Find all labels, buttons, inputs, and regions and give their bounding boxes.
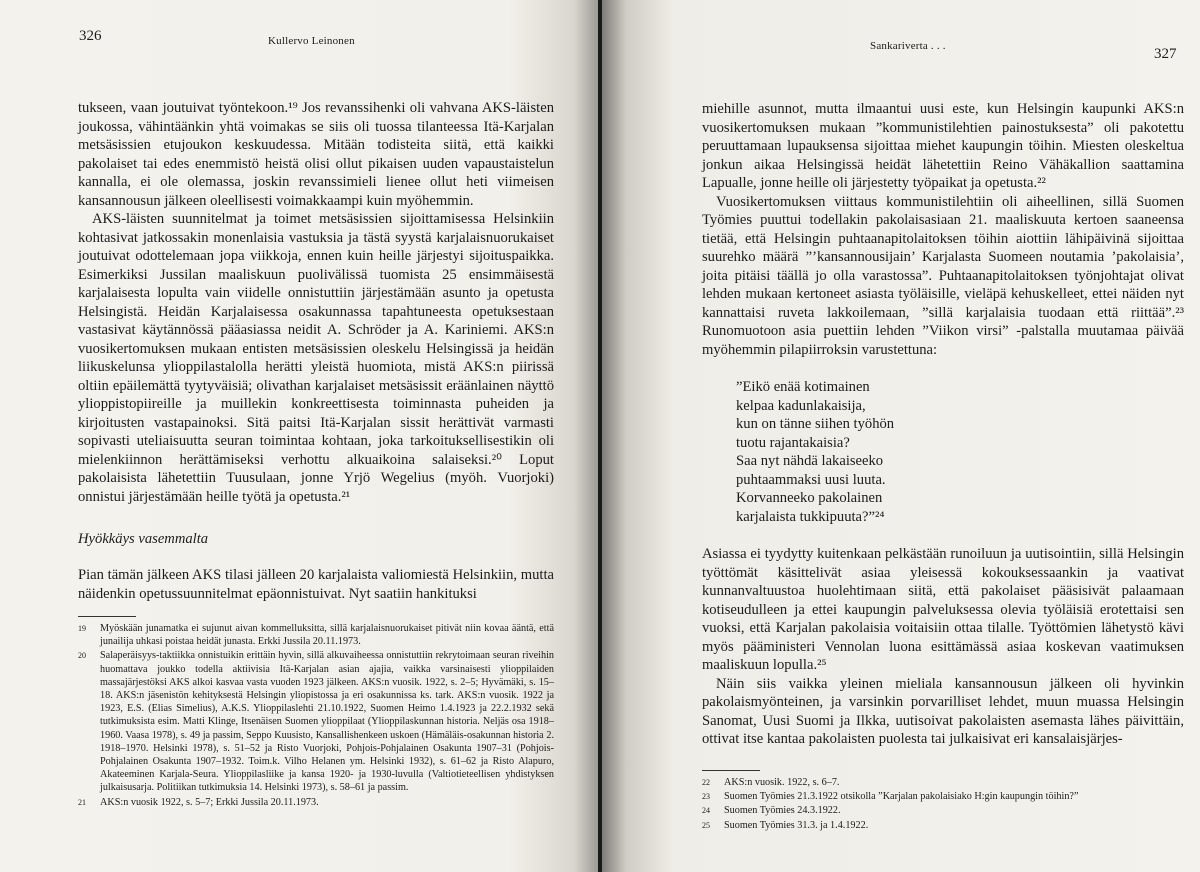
poem-line: kun on tänne siihen työhön: [736, 416, 895, 432]
right-page: [602, 0, 1200, 872]
poem-line: kelpaa kadunlakaisija,: [736, 397, 866, 414]
running-head: Sankariverta . . .: [870, 40, 946, 52]
page-number: 327: [1154, 46, 1177, 62]
footnote-number: 24: [702, 806, 710, 816]
footnote: [78, 622, 554, 648]
paragraph: AKS-läisten suunnitelmat ja toimet metsäsissien sijoittamisessa Helsinkiin kohtasivat jatkossakin monenlaisia vastuksia ja tästä syystä karjalaisnuorukaiset joutuivat odottelemaan jopa viikkoja, ennen kuin heille järjestyi sijoituspaikka. Esimerkiksi Jussilan maaliskuun puolivälissä tuomista 25 ensimmäisestä karjalaisesta lopulta vain viidelle onnistuttiin järjestämään asunto ja opetusta Helsingistä. Heidän Karjalaisessa osakunnassa tapahtuneesta opetuksestaan vastasivat käytännössä pääasiassa neidit A. Schröder ja A. Kariniemi. AKS:n vuosikertomuksen mukaan entisten metsäsissien oleskelu Helsingissä ja heidän liikuskelunsa ylioppilastalolla herätti yleistä huomiota, mistä AKS:n piirissä oltiin epäilemättä tyytyväisiä; olivathan karjalaiset metsäsissit eräänlainen näyttö ylioppistopiireille ja muillekin konkreettisesta toiminnasta puheiden ja kirjoitusten vastapainoksi. Sitä paitsi Itä-Karjalan sissit herättivät varmasti sopivasti uteliaisuutta seuran toimintaa kohtaan, joka tarkoituksellisestikin oli mielenkiinnon herättämiseksi verhottu alkuaikoina salaiseksi.²⁰ Loput pakolaisista lähetettiin Tuusulaan, jonne Yrjö Wegelius (myöh. Vuorjoki) onnistui järjestämään heille työtä ja opetusta.²¹: [78, 211, 554, 505]
footnote: [78, 649, 554, 794]
footnote-number: 25: [702, 820, 710, 830]
footnote: [702, 819, 1184, 832]
page-number: 326: [79, 28, 102, 44]
paragraph: Pian tämän jälkeen AKS tilasi jälleen 20 karjalaista valiomiestä Helsinkiin, mutta näidenkin opetussuunnitelmat epäonnistuivat. Nyt saatiin hankituksi: [78, 567, 554, 602]
footnotes: [78, 622, 554, 810]
paragraph: Näin siis vaikka yleinen mieliala kansannousun jälkeen oli hyvinkin pakolaismyönteinen, ja varsinkin porvarilliset lehdet, muun muassa Helsingin Sanomat, Uusi Suomi ja Ilkka, uutisoivat pakolaisten asemasta lähes päivittäin, ottivat itse kantaa pakolaisten puolesta tai julkaisivat eri kansalaisjärjes-: [702, 675, 1184, 747]
footnote-rule: [78, 616, 136, 617]
running-head: Kullervo Leinonen: [268, 35, 355, 47]
body-text-after-heading: [78, 566, 554, 603]
footnote-number: 21: [78, 797, 86, 807]
poem-line: Korvanneeko pakolainen: [736, 490, 883, 506]
poem: [736, 378, 1036, 526]
footnote-text: Salaperäisyys-taktiikka onnistuikin erittäin hyvin, sillä alkuvaiheessa onnistuttiin rekrytoimaan seuran riveihin huomattava joukko todella aktiivisia Itä-Karjalan asian ajajia, vaikka varsinaisesti ylioppilaiden massajärjestöksi AKS alkoi kasvaa vasta vuoden 1923 jälkeen. AKS:n vuosik. 1922, s. 2–5; Hyvämäki, s. 15–18. AKS:n jäsenistön kehityksestä Helsingin yliopistossa ja eri osakunnissa ks. tark. AKS:n vuosik. 1922 ja 1923, E.S. (Elias Simelius), A.K.S. Ylioppilaslehti 21.10.1922, Suomen Heimo 1.4.1923 ja 22.2.1932 sekä tutkimuksista esim. Matti Klinge, Itsenäisen Suomen ylioppilaat (Ylioppilaskunnan historia. Neljäs osa 1918–1960. Vaasa 1978), s. 49 ja passim, Seppo Kuusisto, Kansallishenkeen uskoen (Hämäläis-osakunnan historia 2. 1918–1970. Helsinki 1978), s. 51–52 ja Risto Vuorjoki, Pohjois-Pohjalainen Osakunta 1907–31 (Pohjois-Pohjalainen Osakunta 1907–1932. Toim.k. Vilho Helanen ym. Helsinki 1932), s. 61–62 ja Risto Alapuro, Akateeminen Karjala-Seura. Ylioppilasliike ja kansa 1920- ja 1930-luvulla (Valtiotieteellisen yhdistyksen julkaisusarja. Politiikan tutkimuksia 14. Helsinki 1973), s. 58–61 ja passim.: [100, 650, 554, 794]
footnote-number: 20: [78, 651, 86, 661]
footnote-text: AKS:n vuosik 1922, s. 5–7; Erkki Jussila 20.11.1973.: [100, 796, 319, 808]
footnote-number: 22: [702, 778, 710, 787]
footnote-text: Myöskään junamatka ei sujunut aivan kommelluksitta, sillä karjalaisnuorukaiset pitivät niin kovaa ääntä, että junailija uhkasi poistaa heidät junasta. Erkki Jussila 20.11.1973.: [100, 623, 554, 648]
footnote-number: 19: [78, 624, 86, 633]
left-page: [0, 0, 598, 872]
footnotes: [702, 776, 1184, 833]
poem-line: puhtaammaksi uusi luuta.: [736, 471, 886, 488]
footnote-text: Suomen Työmies 31.3. ja 1.4.1922.: [724, 819, 869, 831]
paragraph: Asiassa ei tyydytty kuitenkaan pelkästään runoiluun ja uutisointiin, sillä Helsingin työttömät käsittelivät asiaa yleisessä kokouksessaankin ja vaativat kunnanvaltuustoa huolehtimaan siitä, että pakolaiset pääsisivät palaamaan kotiseudulleen ja ettei kaupungin palveluksessa olevia työläisiä erotettaisi sen vuoksi, että Karjalan pakolaisia voitaisiin ottaa tilalle. Työttömien lähetystö kävi myös pääministeri Vennolan luona esittämässä asiaa koskevan vaatimuksen maaliskuun lopulla.²⁵: [702, 546, 1184, 673]
paragraph: tukseen, vaan joutuivat työntekoon.¹⁹ Jos revanssihenki oli vahvana AKS-läisten joukossa, vähintäänkin yhtä voimakas se siis oli tuossa tilanteessa Itä-Karjalan metsäsissien etujoukon keskuudessa. Mitään todisteita siitä, että kaikki pakolaiset tai edes enemmistö heistä olisi ollut pikaisen uuden vapaustaistelun kannalla, ei ole olemassa, joskin revanssimieli lienee ollut heti viimeisen kansannousun jälkeen oleellisesti voimakkaampi kuin myöhemmin.: [78, 100, 554, 209]
footnote: [702, 790, 1184, 803]
poem-line: ”Eikö enää kotimainen: [736, 379, 870, 395]
footnote-text: AKS:n vuosik. 1922, s. 6–7.: [724, 777, 840, 788]
body-text-after-poem: [702, 545, 1184, 749]
section-heading: Hyökkäys vasemmalta: [78, 531, 209, 547]
footnote-text: Suomen Työmies 24.3.1922.: [724, 805, 841, 817]
body-text: [78, 99, 554, 506]
footnote: [702, 804, 1184, 817]
body-text: [702, 100, 1184, 359]
poem-line: Saa nyt nähdä lakaiseeko: [736, 453, 884, 469]
footnote-number: 23: [702, 792, 710, 802]
footnote-rule: [702, 770, 760, 771]
poem-line: karjalaista tukkipuuta?”²⁴: [736, 508, 885, 525]
poem-line: tuotu rajantakaisia?: [736, 434, 850, 451]
footnote: [78, 796, 554, 809]
footnote-text: Suomen Työmies 21.3.1922 otsikolla ”Karjalan pakolaisiako H:gin kaupungin töihin?”: [724, 791, 1079, 803]
paragraph: Vuosikertomuksen viittaus kommunistilehtiin oli aiheellinen, sillä Suomen Työmies puuttui todellakin pakolaisasiaan 21. maaliskuuta kertoen saaneensa tietää, että Helsingin puhtaanapitolaitoksen töihin aiottiin lähipäivinä sijoittaa suurehko määrä ”’kansannousijain’ Karjalasta Suomeen noutamia ’pakolaisia’, joita pitäisi täällä jo olla varastossa”. Puhtaanapitolaitoksen työnjohtajat olivat lehden mukaan kertoneet asiasta työläisille, vieläpä kehuskelleet, ettei näiden nyt kannattaisi ruveta lakkoilemaan, ”sillä karjalaisia tuodaan että riittää”.²³ Runomuotoon asia puettiin lehden ”Viikon virsi” -palstalla muutamaa päivää myöhemmin pilapiirroksin varustettuna:: [702, 193, 1184, 358]
paragraph: miehille asunnot, mutta ilmaantui uusi este, kun Helsingin kaupunki AKS:n vuosikertomuksen mukaan ”kommunistilehtien painostuksesta” oli pakotettu peruuttamaan lupauksensa sijoittaa miehet kaupungin töihin. Miesten oleskeltua jonkun aikaa Helsingissä heidät lähetettiin Reino Vähäkallion saattamina Lapualle, jonne heille oli järjestetty työpaikat ja opetusta.²²: [702, 101, 1184, 191]
footnote: [702, 776, 1184, 789]
